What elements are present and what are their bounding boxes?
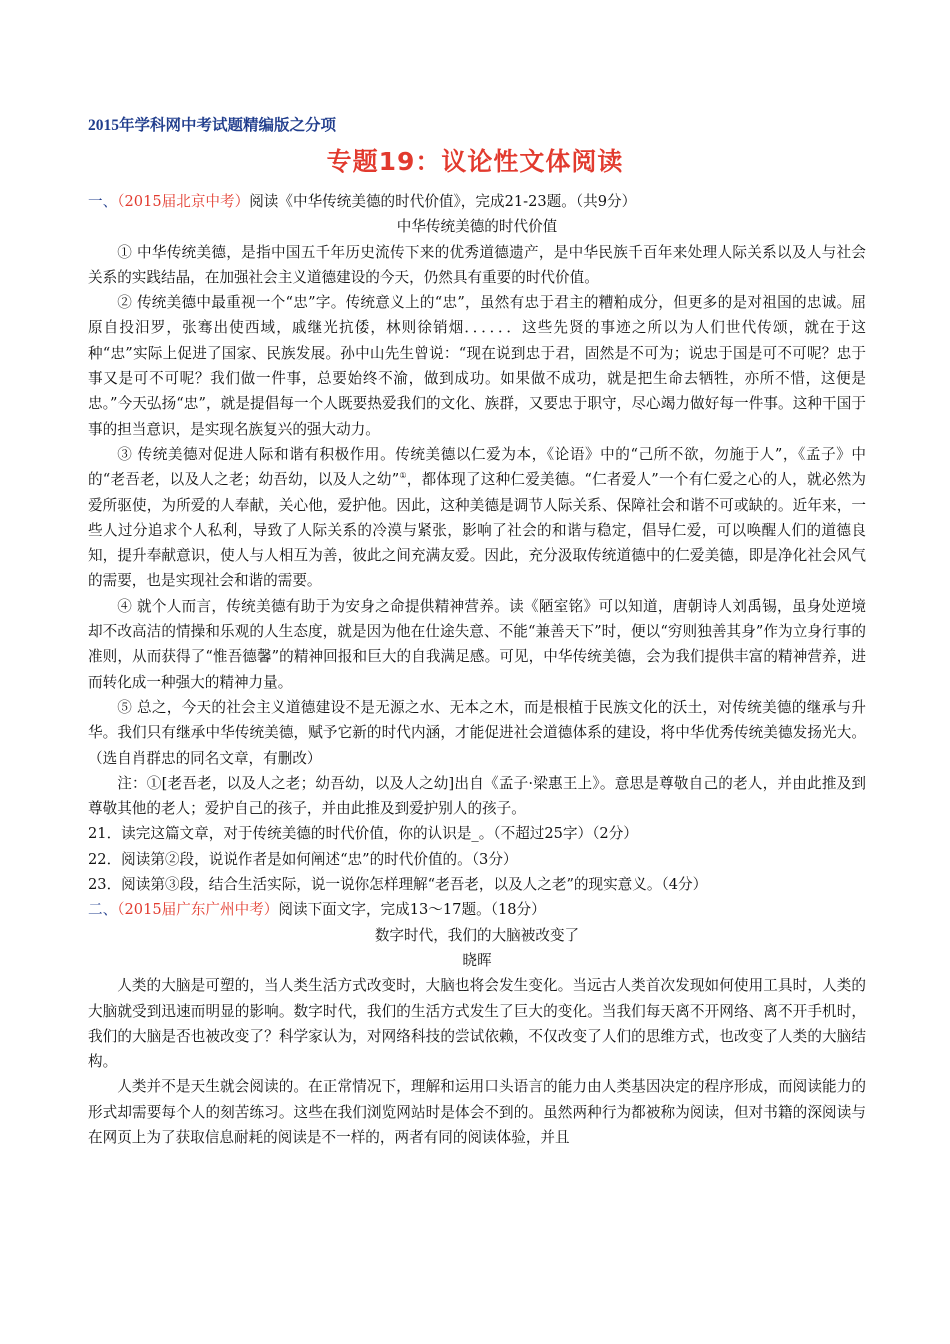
section1-heading (88, 189, 866, 214)
article1-footnote: 注：①[老吾老，以及人之老；幼吾幼，以及人之幼]出自《孟子·梁惠王上》。意思是尊敬自己的老人，并由此推及到尊敬其他的老人；爱护自己的孩子，并由此推及到爱护别人的孩子。 (88, 774, 866, 818)
page-title: 专题19：议论性文体阅读 (326, 147, 624, 176)
section1-number: 一、 (88, 193, 118, 210)
question-23: 23．阅读第③段，结合生活实际，说一说你怎样理解“老吾老，以及人之老”的现实意义。（4分） (88, 876, 708, 894)
section1-source: （2015届北京中考） (117, 193, 250, 210)
footnote-marker: ① (399, 471, 407, 481)
question-22: 22．阅读第②段，说说作者是如何阐述“忠”的时代价值的。（3分） (88, 850, 518, 868)
section1-intro: 阅读《中华传统美德的时代价值》，完成21-23题。（共9分） (249, 193, 637, 210)
series-header: 2015年学科网中考试题精编版之分项 (88, 117, 337, 134)
question-21: 21．读完这篇文章，对于传统美德的时代价值，你的认识是_。（不超过25字）（2分） (88, 825, 638, 843)
article2-paragraph-2: 人类并不是天生就会阅读的。在正常情况下，理解和运用口头语言的能力由人类基因决定的程序形成，而阅读能力的形式却需要每个人的刻苦练习。这些在我们浏览网站时是体会不到的。虽然两种行为都被称为阅读，但对书籍的深阅读与在网页上为了获取信息耐耗的阅读是不一样的，两者有同的阅读体验，并且 (88, 1078, 866, 1146)
article1-paragraph-3 (88, 442, 866, 594)
article2-paragraph-1: 人类的大脑是可塑的，当人类生活方式改变时，大脑也将会发生变化。当远古人类首次发现如何使用工具时，人类的大脑就受到迅速而明显的影响。数字时代，我们的生活方式发生了巨大的变化。当我们每天离不开网络、离不开手机时，我们的大脑是否也被改变了？科学家认为，对网络科技的尝试依赖，不仅改变了人们的思维方式，也改变了人类的大脑结构。 (88, 977, 866, 1071)
section2-number: 二、 (88, 901, 118, 919)
section2-source: （2015届广东广州中考） (117, 901, 279, 919)
article2-author: 晓晖 (462, 951, 492, 969)
article1-paragraph-1: ① 中华传统美德，是指中国五千年历史流传下来的优秀道德遗产，是中华民族千百年来处理人际关系以及人与社会关系的实践结晶，在加强社会主义道德建设的今天，仍然具有重要的时代价值。 (88, 243, 866, 286)
article1-paragraph-5: ⑤ 总之，今天的社会主义道德建设不是无源之水、无本之木，而是根植于民族文化的沃土，对传统美德的继承与升华。我们只有继承中华传统美德，赋予它新的时代内涵，才能促进社会道德体系的建设，将中华优秀传统美德发扬光大。（选自肖群忠的同名文章，有删改） (88, 698, 866, 767)
article2-title: 数字时代，我们的大脑被改变了 (374, 926, 580, 944)
section2-intro: 阅读下面文字，完成13～17题。（18分） (278, 901, 546, 919)
section2-heading (88, 897, 866, 922)
article1-title: 中华传统美德的时代价值 (396, 218, 558, 236)
document-body (88, 189, 866, 1150)
article1-paragraph-2: ② 传统美德中最重视一个“忠”字。传统意义上的“忠”，虽然有忠于君主的糟粕成分，但更多的是对祖国的忠诚。屈原自投汨罗，张骞出使西域，戚继光抗倭，林则徐销烟．．．．．．这些先贤的事迹之所以为人们世代传颂，就在于这种“忠”实际上促进了国家、民族发展。孙中山先生曾说：“现在说到忠于君，固然是不可为；说忠于国是可不可呢？忠于事又是可不可呢？我们做一件事，总要始终不渝，做到成功。如果做不成功，就是把生命去牺牲，亦所不惜，这便是忠。”今天弘扬“忠”，就是提倡每一个人既要热爱我们的文化、族群，又要忠于职守，尽心竭力做好每一件事。这种干国于事的担当意识，是实现名族复兴的强大动力。 (88, 294, 866, 438)
article1-paragraph-3-part-b: ，都体现了这种仁爱美德。“仁者爱人”一个有仁爱之心的人，就必然为爱所驱使，为所爱的人奉献，关心他，爱护他。因此，这种美德是调节人际关系、保障社会和谐不可或缺的。近年来，一些人过分追求个人私利，导致了人际关系的冷漠与紧张，影响了社会的和谐与稳定，倡导仁爱，可以唤醒人们的道德良知，提升奉献意识，使人与人相互为善，彼此之间充满友爱。因此，充分汲取传统道德中的仁爱美德，即是净化社会风气的需要，也是实现社会和谐的需要。 (88, 471, 866, 590)
article1-paragraph-3-part-a: ③ 传统美德对促进人际和谐有积极作用。传统美德以仁爱为本，《论语》中的“己所不欲，勿施于人”，《孟子》中的“老吾老，以及人之老；幼吾幼，以及人之幼” (88, 445, 866, 489)
article1-paragraph-4: ④ 就个人而言，传统美德有助于为安身之命提供精神营养。读《陋室铭》可以知道，唐朝诗人刘禹锡，虽身处逆境却不改高洁的情操和乐观的人生态度，就是因为他在仕途失意、不能“兼善天下”时，便以“穷则独善其身”作为立身行事的准则，从而获得了“惟吾德馨”的精神回报和巨大的自我满足感。可见，中华传统美德，会为我们提供丰富的精神营养，进而转化成一种强大的精神力量。 (88, 597, 866, 691)
